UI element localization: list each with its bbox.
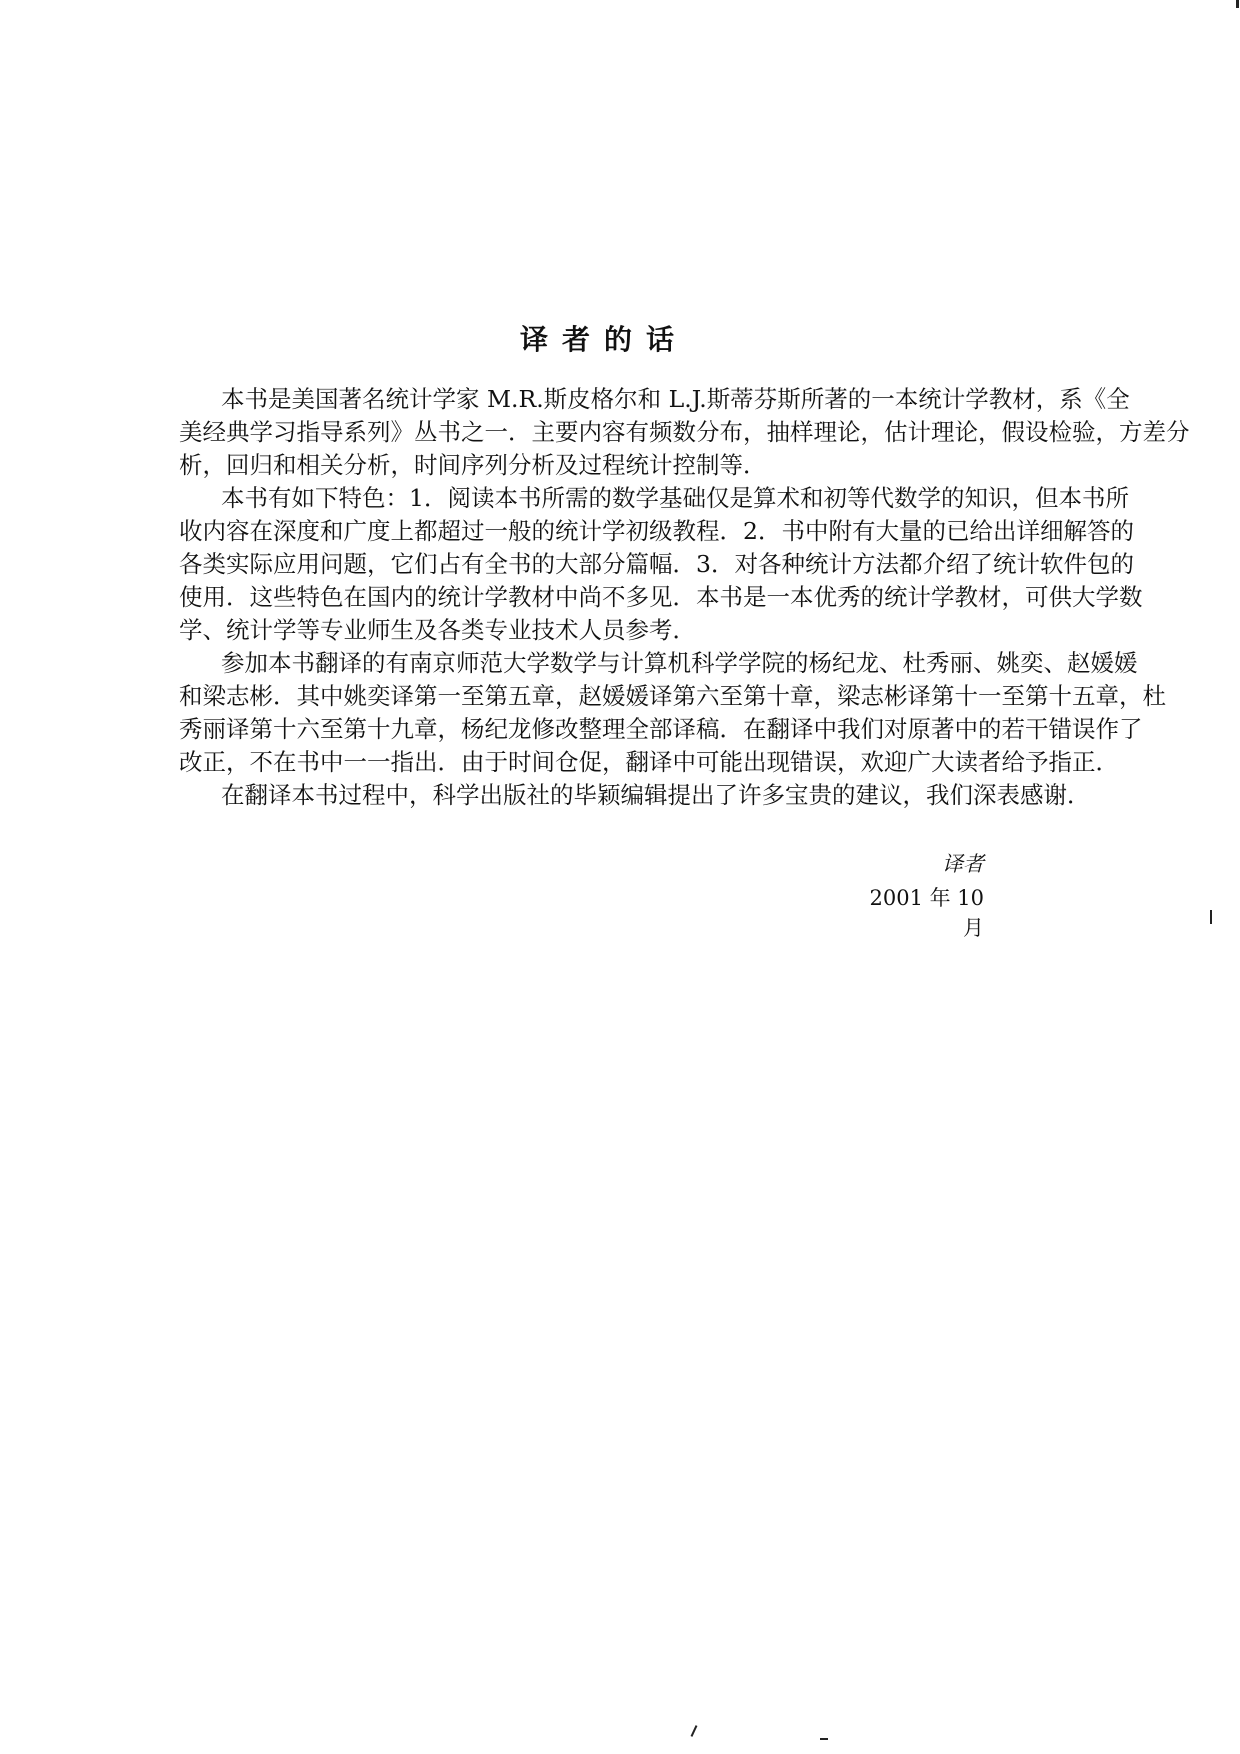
scan-speck xyxy=(1210,910,1212,924)
scan-speck xyxy=(1236,0,1239,8)
text-line: 学、统计学等专业师生及各类专业技术人员参考． xyxy=(179,616,696,644)
scan-speck xyxy=(691,1725,698,1737)
paragraph-translators xyxy=(179,647,1166,779)
text-line: 本书是美国著名统计学家 M.R.斯皮格尔和 L.J.斯蒂芬斯所著的一本统计学教材，系《全 xyxy=(221,385,1130,413)
text-line: 和梁志彬．其中姚奕译第一至第五章，赵媛媛译第六至第十章，梁志彬译第十一至第十五章，杜 xyxy=(179,682,1166,710)
signature: 译者 xyxy=(942,852,984,876)
text-line: 各类实际应用问题，它们占有全书的大部分篇幅．3．对各种统计方法都介绍了统计软件包的 xyxy=(179,550,1134,578)
text-line: 本书有如下特色：1．阅读本书所需的数学基础仅是算术和初等代数学的知识，但本书所 xyxy=(221,484,1129,512)
text-line: 收内容在深度和广度上都超过一般的统计学初级教程．2．书中附有大量的已给出详细解答的 xyxy=(179,517,1134,545)
paragraph-features xyxy=(179,482,1143,647)
preface-body xyxy=(179,383,1190,812)
text-line: 析，回归和相关分析，时间序列分析及过程统计控制等． xyxy=(179,451,767,479)
text-line: 在翻译本书过程中，科学出版社的毕颖编辑提出了许多宝贵的建议，我们深表感谢． xyxy=(221,781,1091,809)
text-line: 使用．这些特色在国内的统计学教材中尚不多见．本书是一本优秀的统计学教材，可供大学数 xyxy=(179,583,1143,611)
paragraph-book-intro xyxy=(179,383,1190,482)
text-line: 秀丽译第十六至第十九章，杨纪龙修改整理全部译稿．在翻译中我们对原著中的若干错误作了 xyxy=(179,715,1143,743)
text-line: 改正，不在书中一一指出．由于时间仓促，翻译中可能出现错误，欢迎广大读者给予指正． xyxy=(179,748,1119,776)
text-line: 参加本书翻译的有南京师范大学数学与计算机科学学院的杨纪龙、杜秀丽、姚奕、赵媛媛 xyxy=(221,649,1138,677)
date: 2001 年 10 月 xyxy=(869,886,984,940)
scan-speck xyxy=(820,1738,828,1740)
paragraph-acknowledgement xyxy=(179,779,1091,812)
text-line: 美经典学习指导系列》丛书之一．主要内容有频数分布，抽样理论，估计理论，假设检验，方差分 xyxy=(179,418,1190,446)
page-title: 译者的话 xyxy=(519,323,688,356)
